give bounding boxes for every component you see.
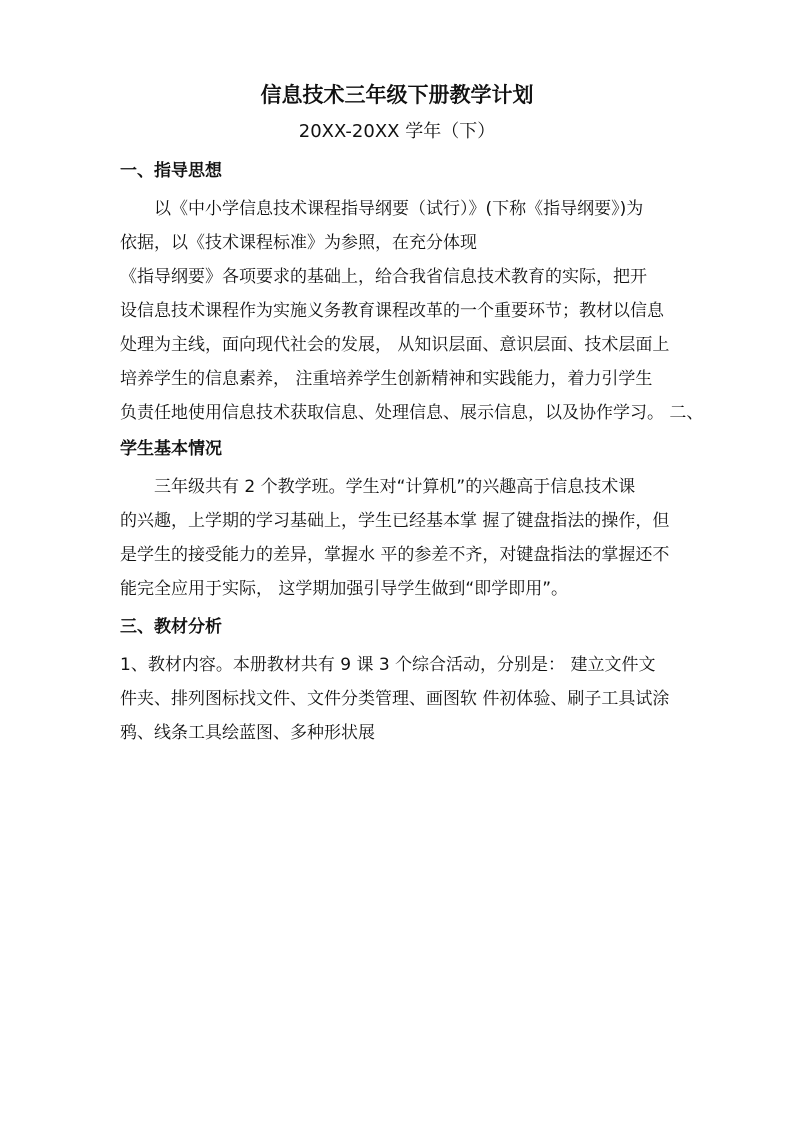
paragraph-line: 负责任地使用信息技术获取信息、处理信息、展示信息，以及协作学习。 二、	[120, 403, 704, 423]
paragraph-line: 是学生的接受能力的差异，掌握水 平的参差不齐，对键盘指法的掌握还不	[120, 545, 670, 565]
paragraph-line: 能完全应用于实际， 这学期加强引导学生做到“即学即用”。	[120, 579, 569, 599]
paragraph-line: 三年级共有 2 个教学班。学生对“计算机”的兴趣高于信息技术课	[154, 477, 636, 497]
section-heading-textbook-analysis: 三、教材分析	[120, 617, 222, 637]
section-heading-guiding-ideology: 一、指导思想	[120, 161, 222, 181]
paragraph-line: 的兴趣，上学期的学习基础上，学生已经基本掌 握了键盘指法的操作，但	[120, 511, 670, 531]
document-title: 信息技术三年级下册教学计划	[260, 83, 534, 107]
paragraph-line: 设信息技术课程作为实施义务教育课程改革的一个重要环节；教材以信息	[120, 301, 664, 321]
section-heading-student-situation: 学生基本情况	[120, 439, 222, 459]
paragraph-line: 《指导纲要》各项要求的基础上，给合我省信息技术教育的实际，把开	[120, 267, 647, 287]
document-subtitle: 20XX-20XX 学年（下）	[298, 121, 496, 142]
paragraph-line: 以《中小学信息技术课程指导纲要（试行）》(下称《指导纲要》)为	[154, 199, 644, 219]
paragraph-line: 1、教材内容。本册教材共有 9 课 3 个综合活动，分别是： 建立文件文	[120, 655, 656, 675]
paragraph-line: 鸦、线条工具绘蓝图、多种形状展	[120, 723, 375, 743]
paragraph-line: 培养学生的信息素养， 注重培养学生创新精神和实践能力，着力引学生	[120, 369, 653, 389]
paragraph-line: 件夹、排列图标找文件、文件分类管理、画图软 件初体验、刷子工具试涂	[120, 689, 670, 709]
paragraph-line: 处理为主线，面向现代社会的发展， 从知识层面、意识层面、技术层面上	[120, 335, 670, 355]
paragraph-line: 依据，以《技术课程标准》为参照，在充分体现	[120, 233, 477, 253]
